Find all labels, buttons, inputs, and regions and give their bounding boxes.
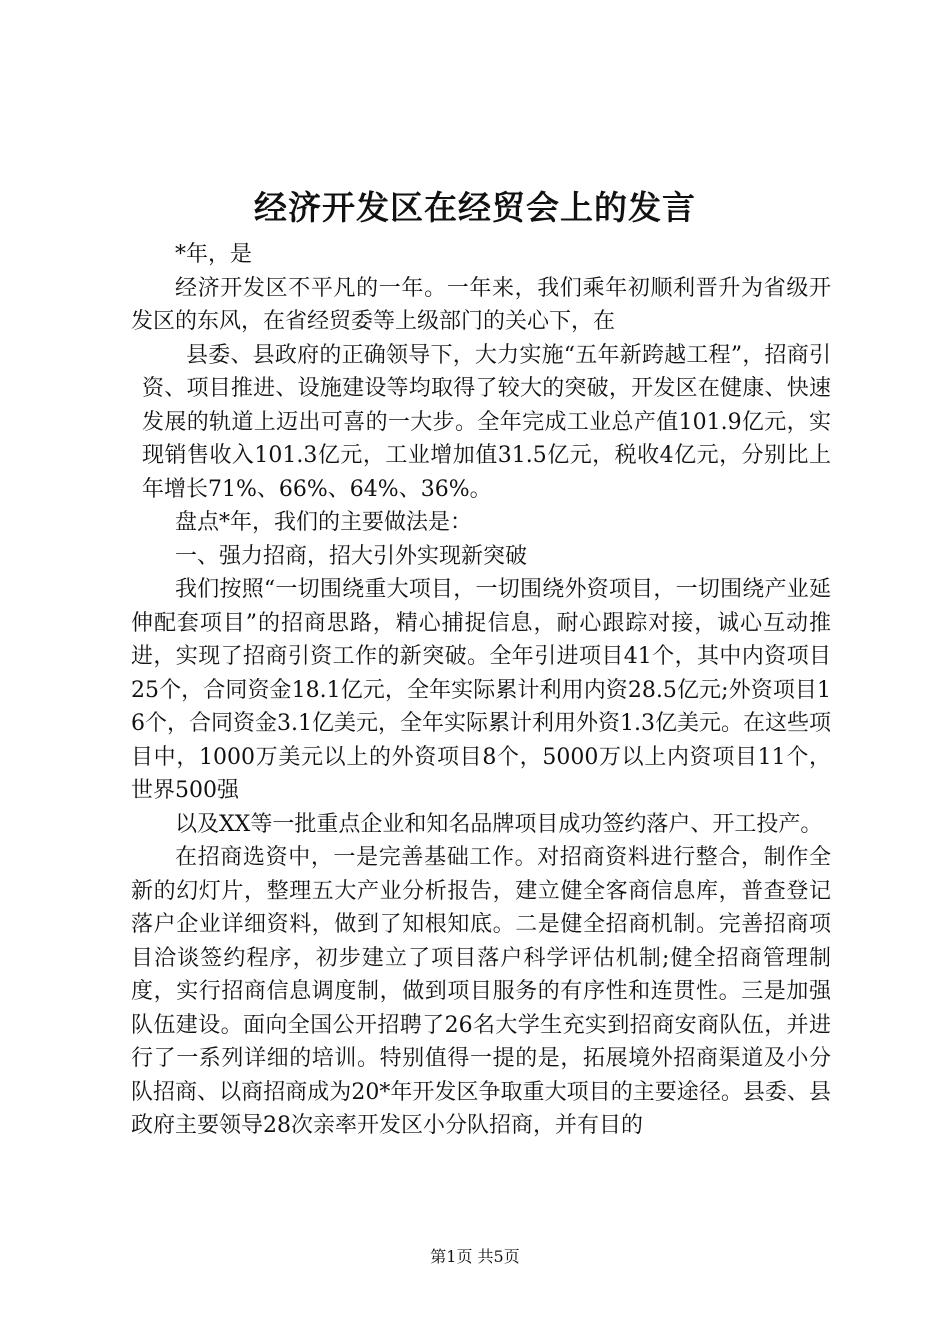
section-heading-investment: 一、强力招商，招大引外实现新突破 (175, 543, 528, 569)
document-body (131, 238, 831, 1143)
paragraph-investment-measures: 在招商选资中，一是完善基础工作。对招商资料进行整合，制作全新的幻灯片，整理五大产业分析报告，建立健全客商信息库，普查登记落户企业详细资料，做到了知根知底。二是健全招商机制。完善招商项目洽谈签约程序，初步建立了项目落户科学评估机制;健全招商管理制度，实行招商信息调度制，做到项目服务的有序性和连贯性。三是加强队伍建设。面向全国公开招聘了26名大学生充实到招商安商队伍，并进行了一系列详细的培训。特别值得一提的是，拓展境外招商渠道及小分队招商、以商招商成为20*年开发区争取重大项目的主要途径。县委、县政府主要领导28次亲率开发区小分队招商，并有目的 (131, 845, 831, 1138)
paragraph-achievements: 县委、县政府的正确领导下，大力实施“五年新跨越工程”，招商引资、项目推进、设施建设等均取得了较大的突破，开发区在健康、快速发展的轨道上迈出可喜的一大步。全年完成工业总产值101.9亿元，实现销售收入101.3亿元，工业增加值31.5亿元，税收4亿元，分别比上年增长71%、66%、64%、36%。 (142, 342, 831, 502)
paragraph-opening: 经济开发区不平凡的一年。一年来，我们乘年初顺利晋升为省级开发区的东风，在省经贸委等上级部门的关心下，在 (131, 275, 831, 334)
page-footer: 第1页 共5页 (430, 1247, 520, 1266)
document-title: 经济开发区在经贸会上的发言 (254, 188, 696, 227)
paragraph-year-intro: *年，是 (175, 242, 253, 267)
paragraph-investment-results: 我们按照“一切围绕重大项目，一切围绕外资项目，一切围绕产业延伸配套项目”的招商思路，精心捕捉信息，耐心跟踪对接，诚心互动推进，实现了招商引资工作的新突破。全年引进项目41个，其中内资项目25个，合同资金18.1亿元，全年实际累计利用内资28.5亿元;外资项目16个，合同资金3.1亿美元，全年实际累计利用外资1.3亿美元。在这些项目中，1000万美元以上的外资项目8个，5000万以上内资项目11个，世界500强 (131, 577, 831, 803)
paragraph-key-enterprises: 以及XX等一批重点企业和知名品牌项目成功签约落户、开工投产。 (175, 811, 823, 837)
paragraph-methods-intro: 盘点*年，我们的主要做法是： (175, 510, 473, 535)
